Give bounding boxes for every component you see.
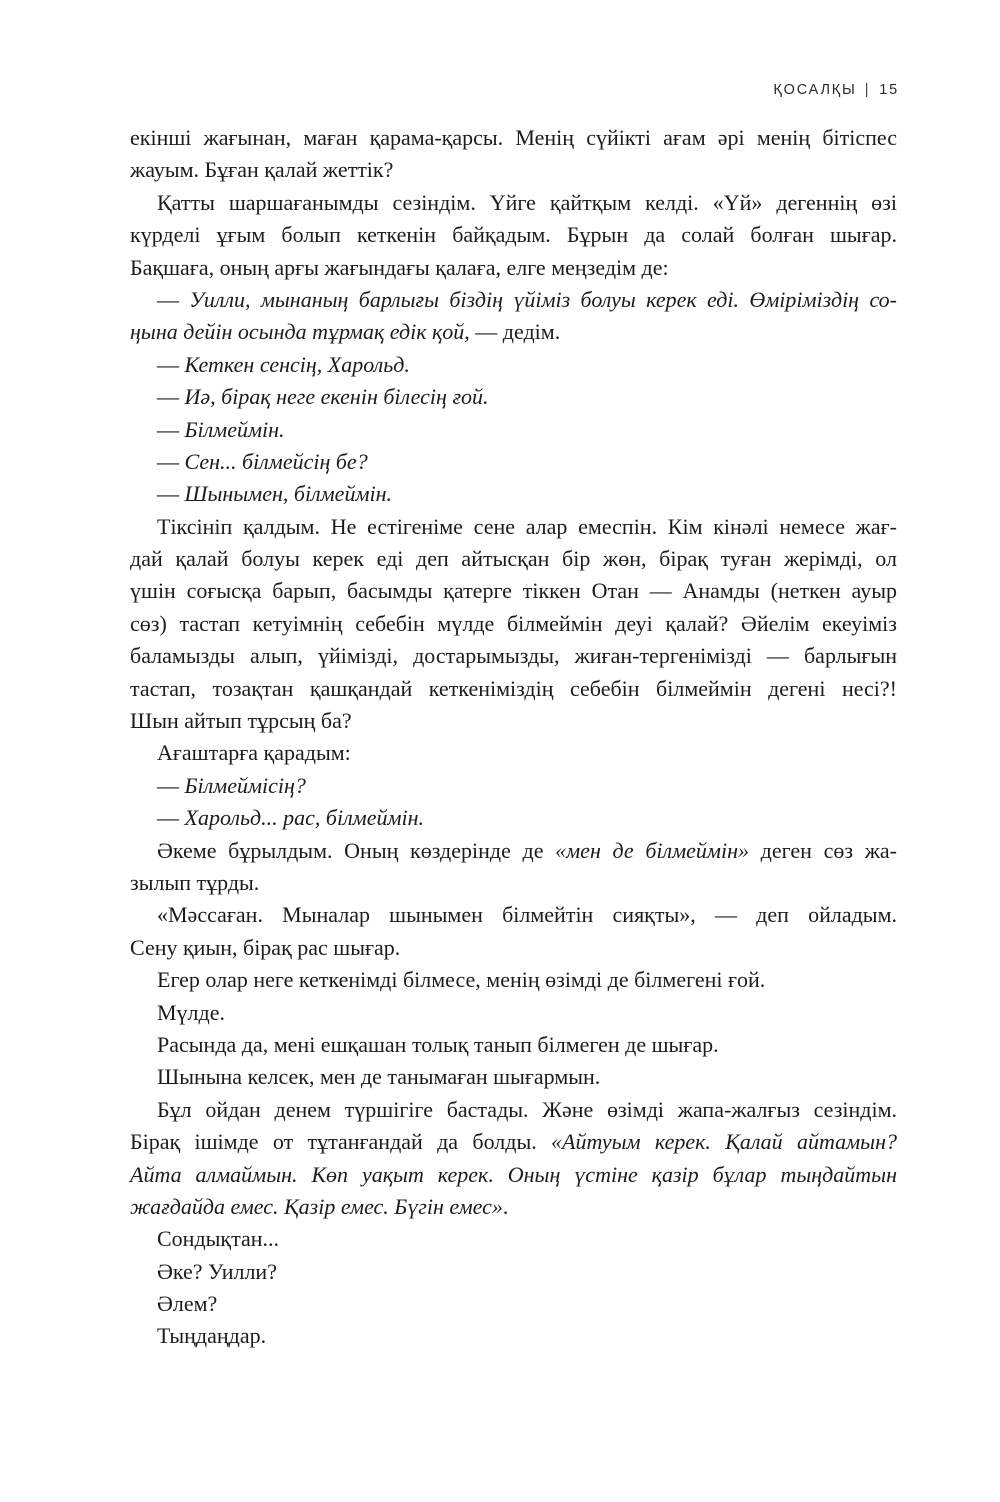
italic-thought: Айта алмаймын. Көп уақыт керек. Оның үстіне қазір бұлар тыңдайтын	[130, 1161, 897, 1187]
text-segment: Егер олар неге кеткенімді білмесе, менің өзімді де білмегені ғой.	[157, 967, 766, 993]
text-segment: Әлем?	[157, 1291, 218, 1317]
dialogue-line	[130, 414, 897, 446]
text-segment: баламызды алып, үйімізді, достарымызды, жиған-тергенімізді — барлығын	[130, 643, 897, 669]
dialogue-dash: —	[157, 286, 190, 312]
text-segment: Расында да, мені ешқашан толық танып білмеген де шығар.	[157, 1031, 719, 1057]
text-line	[130, 122, 897, 154]
page-number: 15	[879, 82, 899, 98]
italic-speech: Харольд... рас, білмеймін.	[184, 805, 425, 831]
text-line	[130, 1223, 897, 1255]
italic-quote: «мен де білмеймін»	[555, 837, 749, 863]
dialogue-dash: —	[157, 772, 185, 798]
italic-speech: Шынымен, білмеймін.	[184, 481, 393, 507]
text-segment: үшін соғысқа барып, басымды қатерге тіккен Отан — Анамды (неткен ауыр	[130, 578, 897, 604]
italic-thought: «Айтуым керек. Қалай айтамын?	[551, 1129, 897, 1155]
text-line	[130, 1126, 897, 1158]
text-segment: Әкеме бұрылдым. Оның көздерінде де	[157, 837, 556, 863]
text-line	[130, 997, 897, 1029]
italic-speech: Білмеймін.	[184, 416, 285, 442]
text-line	[130, 867, 897, 899]
text-line	[130, 673, 897, 705]
italic-thought: жағдайда емес. Қазір емес. Бүгін емес»	[130, 1193, 503, 1219]
dialogue-dash: —	[157, 384, 185, 410]
text-segment: .	[502, 1193, 509, 1219]
text-segment: Шынына келсек, мен де танымаған шығармын.	[157, 1064, 601, 1090]
text-segment: Ағаштарға қарадым:	[157, 740, 351, 766]
text-segment: Бірақ ішімде от тұтанғандай да болды.	[130, 1129, 552, 1155]
italic-speech: Кеткен сенсің, Харольд.	[184, 351, 410, 377]
italic-speech: ңына дейін осында тұрмақ едік қой,	[130, 319, 470, 345]
italic-speech: Сен... білмейсің бе?	[184, 448, 368, 474]
dialogue-line	[130, 446, 897, 478]
text-segment: тастап, тозақтан қашқандай кеткеніміздің себебін білмеймін дегені несі?!	[130, 675, 897, 701]
italic-speech: Иә, бірақ неге екенін білесің ғой.	[184, 384, 489, 410]
text-line	[130, 640, 897, 672]
header-separator: |	[864, 82, 871, 98]
text-line	[130, 575, 897, 607]
text-segment: Сондықтан...	[157, 1226, 280, 1252]
text-line	[130, 1288, 897, 1320]
text-segment: Тыңдаңдар.	[157, 1323, 267, 1349]
text-line	[130, 1029, 897, 1061]
text-line	[130, 705, 897, 737]
text-line	[130, 608, 897, 640]
text-line	[130, 1191, 897, 1223]
text-segment: Қатты шаршағанымды сезіндім. Үйге қайтқым келді. «Үй» дегеннің өзі	[157, 189, 897, 215]
dialogue-dash: —	[157, 481, 185, 507]
italic-speech: Уилли, мынаның барлығы біздің үйіміз болуы керек еді. Өміріміздің со-	[189, 286, 898, 312]
text-line	[130, 899, 897, 931]
text-segment: Шын айтып тұрсың ба?	[130, 708, 352, 734]
text-segment: дай қалай болуы керек еді деп айтысқан бір жөн, бірақ туған жерімді, ол	[130, 546, 897, 572]
dialogue-line	[130, 770, 897, 802]
text-line	[130, 964, 897, 996]
text-segment: жауым. Бұған қалай жеттік?	[130, 157, 394, 183]
text-line	[130, 543, 897, 575]
text-line	[130, 1159, 897, 1191]
body-text	[130, 122, 897, 1353]
dialogue-line	[130, 381, 897, 413]
text-line	[130, 1094, 897, 1126]
text-segment: — дедім.	[469, 319, 561, 345]
dialogue-line	[130, 349, 897, 381]
running-header	[773, 80, 899, 100]
dialogue-line	[130, 478, 897, 510]
italic-speech: Білмеймісің?	[184, 772, 306, 798]
dialogue-line	[130, 284, 897, 316]
text-segment: Бақшаға, оның арғы жағындағы қалаға, елге меңзедім де:	[130, 254, 669, 280]
dialogue-line	[130, 316, 897, 348]
text-line	[130, 1256, 897, 1288]
text-line	[130, 932, 897, 964]
text-line	[130, 219, 897, 251]
text-segment: Сену қиын, бірақ рас шығар.	[130, 934, 401, 960]
section-title: ҚОСАЛҚЫ	[773, 82, 857, 98]
dialogue-dash: —	[157, 448, 185, 474]
text-line	[130, 154, 897, 186]
dialogue-dash: —	[157, 351, 185, 377]
text-line	[130, 1320, 897, 1352]
text-segment: деген сөз жа-	[749, 837, 897, 863]
text-line	[130, 1061, 897, 1093]
text-segment: Бұл ойдан денем түршігіге бастады. Және өзімді жапа-жалғыз сезіндім.	[157, 1096, 897, 1122]
text-line	[130, 252, 897, 284]
text-line	[130, 835, 897, 867]
text-line	[130, 737, 897, 769]
text-segment: сөз) тастап кетуімнің себебін мүлде білмеймін деуі қалай? Әйелім екеуіміз	[130, 610, 897, 636]
text-segment: күрделі ұғым болып кеткенін байқадым. Бұрын да солай болған шығар.	[130, 222, 897, 248]
text-segment: екінші жағынан, маған қарама-қарсы. Менің сүйікті ағам әрі менің бітіспес	[130, 125, 897, 150]
text-segment: «Мәссаған. Мыналар шынымен білмейтін сияқты», — деп ойладым.	[157, 902, 897, 928]
dialogue-dash: —	[157, 805, 185, 831]
dialogue-dash: —	[157, 416, 185, 442]
text-line	[130, 511, 897, 543]
text-segment: Мүлде.	[157, 999, 225, 1025]
text-segment: Әке? Уилли?	[157, 1258, 277, 1284]
text-line	[130, 187, 897, 219]
text-segment: Тіксініп қалдым. Не естігеніме сене алар емеспін. Кім кінәлі немесе жағ-	[157, 513, 897, 539]
text-segment: зылып тұрды.	[130, 869, 260, 895]
dialogue-line	[130, 802, 897, 834]
